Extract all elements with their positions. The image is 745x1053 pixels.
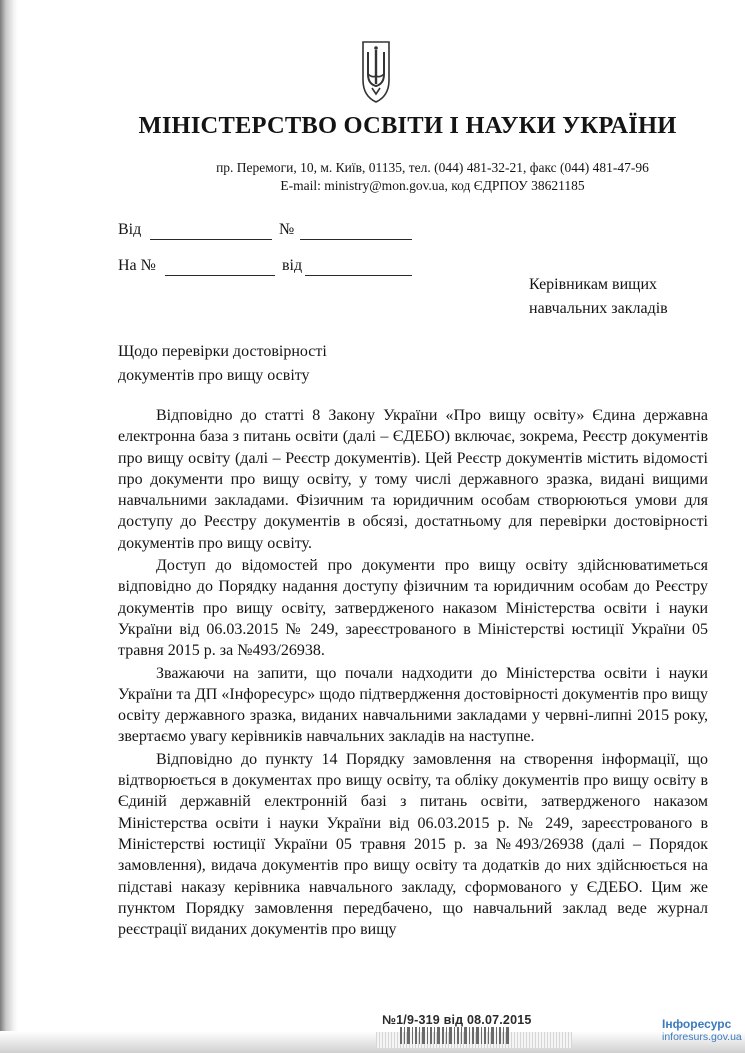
watermark-site: inforesurs.gov.ua [662, 1031, 742, 1043]
reply-date-line [305, 275, 412, 276]
subject-line: Щодо перевірки достовірності [118, 343, 327, 360]
watermark-name: Інфоресурс [662, 1017, 732, 1031]
recipient-line: навчальних закладів [529, 300, 668, 317]
reply-date-label: від [282, 257, 303, 274]
scan-bottom-shadow [0, 1031, 745, 1053]
ministry-email: E-mail: ministry@mon.gov.ua, код ЄДРПОУ 38621185 [280, 178, 585, 193]
reply-number-line [165, 275, 275, 276]
from-date-label: Від [118, 221, 142, 238]
coat-of-arms-icon [360, 40, 392, 104]
body-paragraph: Відповідно до статті 8 Закону України «Про вищу освіту» Єдина державна електронна база з питань освіти (далі – ЄДЕБО) включає, зокрема, Реєстр документів про вищу освіту (далі – Реєстр документів). Цей Реєстр документів містить відомості про документи про вищу освіту, у тому числі державного зразка, видані вищими навчальними закладами. Фізичним та юридичним особам створюються умови для доступу до Реєстру документів в обсязі, достатньому для перевірки достовірності документів про вищу освіту. [118, 407, 708, 552]
recipient-block [529, 273, 668, 321]
body-paragraph: Зважаючи на запити, що почали надходити до Міністерства освіти і науки України та ДП «Інфоресурс» щодо підтвердження достовірності документів про вищу освіту державного зразка, виданих навчальними закладами у червні-липні 2015 року, звертаємо увагу керівників навчальних закладів на наступне. [118, 664, 708, 746]
ministry-title: МІНІСТЕРСТВО ОСВІТИ І НАУКИ УКРАЇНИ [138, 112, 677, 139]
letter-body [118, 405, 708, 941]
ministry-address: пр. Перемоги, 10, м. Київ, 01135, тел. (044) 481-32-21, факс (044) 481-47-96 [216, 160, 649, 175]
outgoing-number-line [300, 239, 412, 240]
scan-edge-shadow [0, 0, 18, 1053]
body-paragraph: Доступ до відомостей про документи про вищу освіту здійснюватиметься відповідно до Порядку надання доступу фізичним та юридичним особам до Реєстру документів про вищу освіту, затвердженого наказом Міністерства освіти і науки України від 06.03.2015 № 249, зареєстрованого в Міністерстві юстиції України 05 травня 2015 р. за №493/26938. [118, 557, 708, 660]
outgoing-number-label: № [279, 221, 295, 238]
body-paragraph: Відповідно до пункту 14 Порядку замовлення на створення інформації, що відтворюється в документах про вищу освіту, та обліку документів про вищу освіту в Єдиній державній електронній базі з питань освіти, затвердженого наказом Міністерства освіти і науки України від 06.03.2015 р. № 249, зареєстрованого в Міністерстві юстиції України 05 травня 2015 р. за №493/26938 (далі – Порядок замовлення), видача документів про вищу освіту та додатків до них здійснюється на підставі наказу керівника навчального закладу, сформованого у ЄДЕБО. Цим же пунктом Порядку замовлення передбачено, що навчальний заклад веде журнал реєстрації виданих документів про вищу [118, 750, 708, 939]
watermark [662, 1018, 742, 1044]
reply-number-label: На № [118, 257, 156, 274]
subject-block [118, 340, 327, 388]
subject-line: документів про вищу освіту [118, 367, 310, 384]
recipient-line: Керівникам вищих [529, 276, 658, 293]
barcode-icon [400, 1026, 510, 1044]
registration-number: №1/9-319 від 08.07.2015 [382, 1013, 532, 1027]
from-date-line [150, 239, 272, 240]
